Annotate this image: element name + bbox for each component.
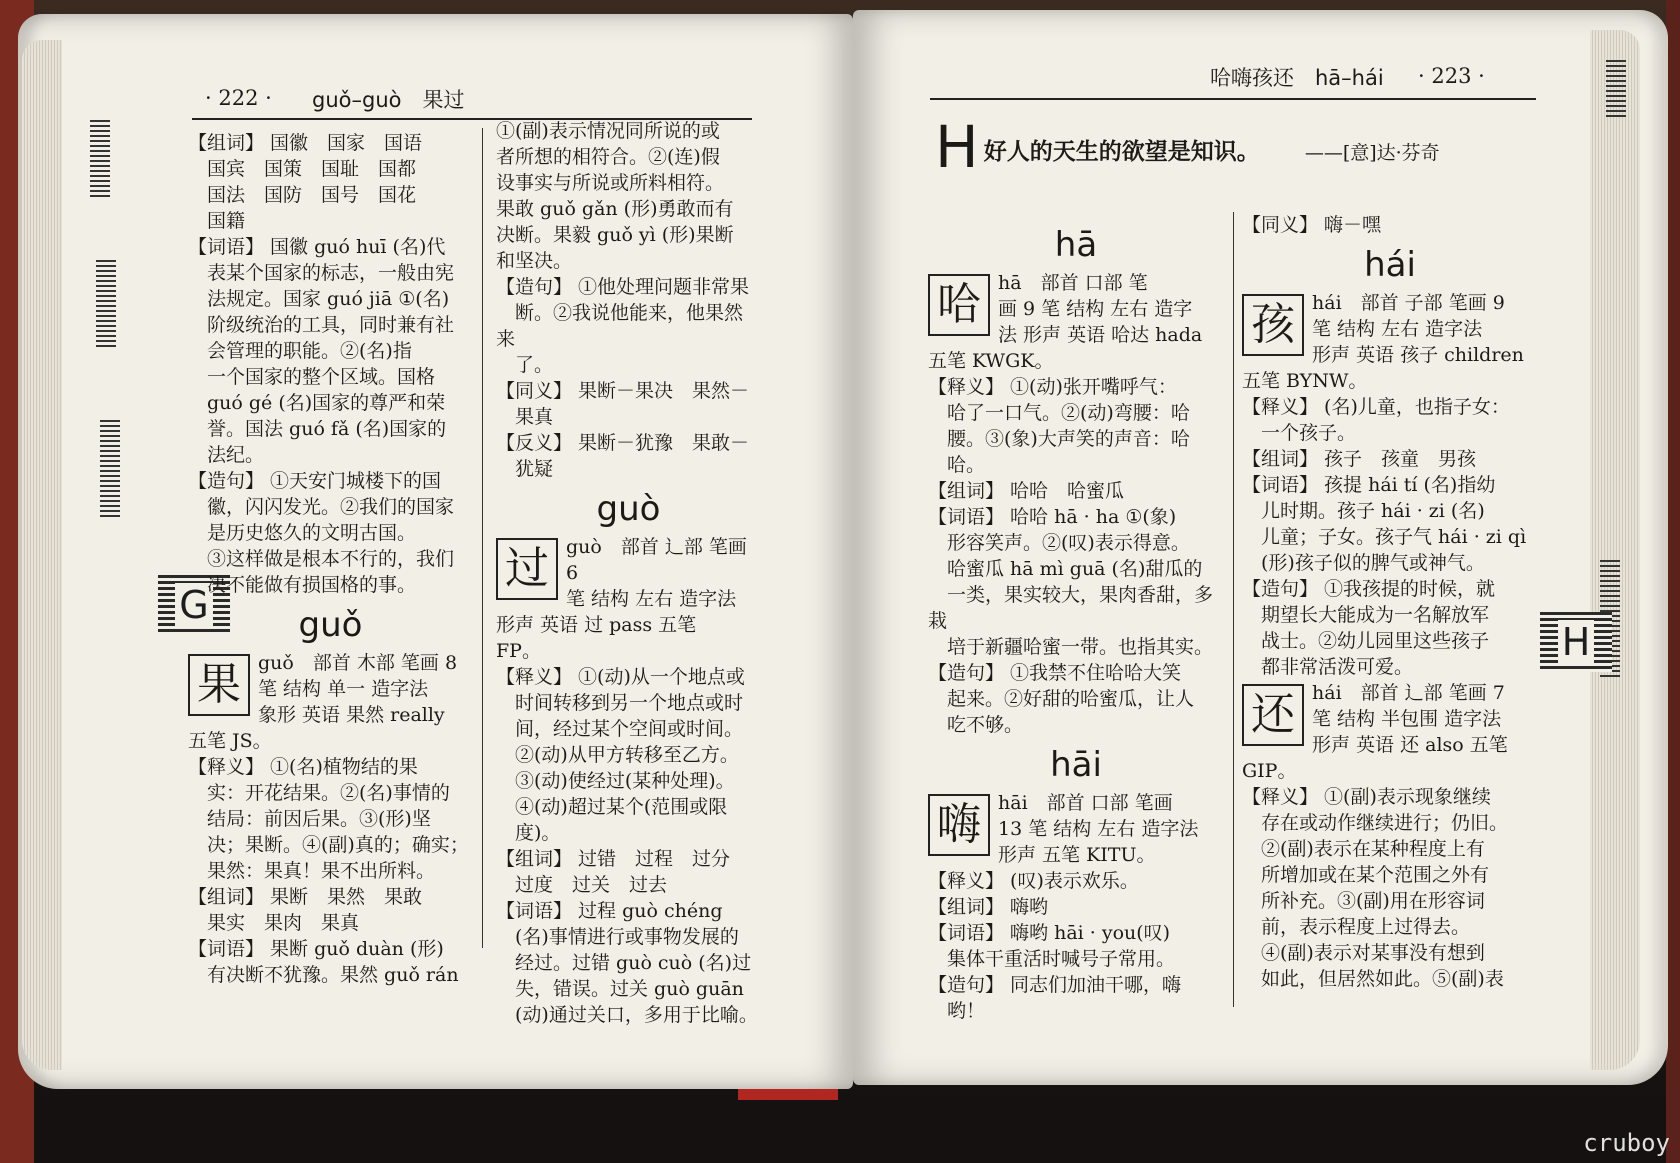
- text-line: 哈蜜瓜 hā mì guā (名)甜瓜的: [928, 558, 1203, 580]
- text-line: 【释义】 (叹)表示欢乐。: [928, 870, 1139, 892]
- entry-info-line: hái 部首 辶部 笔画 7: [1312, 682, 1505, 704]
- text-line: 儿时期。孩子 hái · zi (名): [1242, 500, 1485, 522]
- text-line: 国籍: [188, 210, 246, 232]
- text-line: 形容笑声。②(叹)表示得意。: [928, 532, 1190, 554]
- running-head-right: 哈嗨孩还 hā–hái: [1210, 66, 1384, 90]
- text-line: (名)事情进行或事物发展的: [496, 926, 739, 948]
- text-line: 是历史悠久的文明古国。: [188, 522, 417, 544]
- text-line: 阶级统治的工具，同时兼有社: [188, 314, 455, 336]
- text-line: 前，表示程度上过得去。: [1242, 916, 1471, 938]
- text-line: 起来。②好甜的哈蜜瓜，让人: [928, 688, 1195, 710]
- text-line: (形)孩子似的脾气或神气。: [1242, 552, 1485, 574]
- right-page-edges: [1590, 30, 1640, 1070]
- text-line: 【组词】 孩子 孩童 男孩: [1242, 448, 1477, 470]
- entry-info-line: 形声 五笔 KITU。: [998, 844, 1156, 866]
- text-line: 【释义】 ①(副)表示现象继续: [1242, 786, 1491, 808]
- text-line: 决；果断。④(副)真的；确实；: [188, 834, 469, 856]
- left-column-2: [496, 118, 761, 1028]
- text-line: 【词语】 嗨哟 hāi · you(叹): [928, 922, 1171, 944]
- text-line: 五笔 BYNW。: [1242, 370, 1368, 392]
- column-divider-left: [482, 128, 483, 948]
- text-line: 存在或动作继续进行；仍旧。: [1242, 812, 1509, 834]
- entry-info-line: 法 形声 英语 哈达 hada: [998, 324, 1203, 346]
- text-line: 五笔 KWGK。: [928, 350, 1054, 372]
- text-line: 者所想的相符合。②(连)假: [496, 146, 720, 168]
- text-line: 儿童；子女。孩子气 hái · zi qì: [1242, 526, 1527, 548]
- text-line: 【释义】 ①(动)张开嘴呼气：: [928, 376, 1177, 398]
- entry-info-line: 画 9 笔 结构 左右 造字: [998, 298, 1193, 320]
- edge-index-mark: [96, 260, 116, 350]
- text-line: 犹疑: [496, 458, 554, 480]
- text-line: 一类，果实较大，果肉香甜，多栽: [928, 584, 1214, 632]
- entry-info-line: hā 部首 口部 笔: [998, 272, 1148, 294]
- entry-info-line: guǒ 部首 木部 笔画 8: [258, 652, 458, 674]
- text-line: 果实 果肉 果真: [188, 912, 360, 934]
- boxed-character: 哈: [928, 274, 990, 336]
- text-line: 哈了一口气。②(动)弯腰：哈: [928, 402, 1190, 424]
- boxed-character: 孩: [1242, 294, 1304, 356]
- text-line: ①(副)表示情况同所说的或: [496, 120, 720, 142]
- text-line: 哈。: [928, 454, 986, 476]
- text-line: 有决断不犹豫。果然 guǒ rán: [188, 964, 459, 986]
- entry-info-line: 形声 英语 过 pass 五笔: [496, 614, 697, 636]
- text-line: 法规定。国家 guó jiā ①(名): [188, 288, 450, 310]
- text-line: 【释义】 (名)儿童，也指子女：: [1242, 396, 1510, 418]
- text-line: 【词语】 过程 guò chéng: [496, 900, 723, 922]
- text-line: 了。: [496, 354, 554, 376]
- entry-info-line: 笔 结构 左右 造字法: [566, 588, 737, 610]
- running-head-left: guǒ–guò 果过: [312, 88, 465, 112]
- quote-line: [935, 113, 1535, 181]
- text-line: 决不能做有损国格的事。: [188, 574, 417, 596]
- entry-info-line: 象形 英语 果然 really: [258, 704, 445, 726]
- text-line: 【反义】 果断－犹豫 果敢－: [496, 432, 750, 454]
- text-line: 战士。②幼儿园里这些孩子: [1242, 630, 1490, 652]
- text-line: 【造句】 ①他处理问题非常果: [496, 276, 750, 298]
- text-line: 一个孩子。: [1242, 422, 1357, 444]
- text-line: (动)通过关口，多用于比喻。: [496, 1004, 758, 1026]
- text-line: 【词语】 孩提 hái tí (名)指幼: [1242, 474, 1496, 496]
- text-line: 果真: [496, 406, 554, 428]
- thumb-index-g[interactable]: G: [158, 575, 230, 635]
- text-line: 【同义】 嗨－嘿: [1242, 214, 1382, 236]
- text-line: 所增加或在某个范围之外有: [1242, 864, 1490, 886]
- book-cover-right: [1666, 0, 1680, 1163]
- text-line: ④(动)超过某个(范围或限: [496, 796, 728, 818]
- pinyin-heading: hāi: [1050, 745, 1102, 785]
- text-line: 结局：前因后果。③(形)坚: [188, 808, 431, 830]
- right-column-1: [928, 218, 1224, 1024]
- header-rule-right: [930, 98, 1536, 100]
- entry-header: [1242, 290, 1538, 368]
- text-line: 【词语】 国徽 guó huī (名)代: [188, 236, 446, 258]
- entry-info-line: hāi 部首 口部 笔画: [998, 792, 1173, 814]
- page-number-right: · 223 ·: [1418, 64, 1485, 88]
- pinyin-heading: hā: [1054, 225, 1098, 265]
- text-line: 时间转移到另一个地点或时: [496, 692, 744, 714]
- text-line: 国宾 国策 国耻 国都: [188, 158, 417, 180]
- text-line: 【造句】 ①我禁不住哈哈大笑: [928, 662, 1182, 684]
- text-line: 度)。: [496, 822, 561, 844]
- boxed-character: 还: [1242, 684, 1304, 746]
- text-line: 【造句】 ①天安门城楼下的国: [188, 470, 442, 492]
- text-line: 【组词】 哈哈 哈蜜瓜: [928, 480, 1125, 502]
- boxed-character: 果: [188, 654, 250, 716]
- text-line: 法纪。: [188, 444, 265, 466]
- text-line: 表某个国家的标志，一般由宪: [188, 262, 455, 284]
- entry-info-line: 笔 结构 左右 造字法: [1312, 318, 1483, 340]
- edge-index-mark: [1606, 60, 1626, 120]
- text-line: ③这样做是根本不行的，我们: [188, 548, 455, 570]
- text-line: 会管理的职能。②(名)指: [188, 340, 412, 362]
- text-line: 如此，但居然如此。⑤(副)表: [1242, 968, 1504, 990]
- edge-index-mark: [90, 120, 110, 200]
- text-line: 【同义】 果断－果决 果然－: [496, 380, 750, 402]
- text-line: 誉。国法 guó fǎ (名)国家的: [188, 418, 447, 440]
- text-line: guó gé (名)国家的尊严和荣: [188, 392, 446, 414]
- entry-info-line: 13 笔 结构 左右 造字法: [998, 818, 1199, 840]
- text-line: 果敢 guǒ gǎn (形)勇敢而有: [496, 198, 734, 220]
- text-line: FP。: [496, 640, 541, 662]
- entry-header: [928, 790, 1224, 868]
- text-line: 所补充。③(副)用在形容词: [1242, 890, 1485, 912]
- text-line: 经过。过错 guò cuò (名)过: [496, 952, 752, 974]
- text-line: 哟！: [928, 1000, 986, 1022]
- text-line: 失，错误。过关 guò guān: [496, 978, 744, 1000]
- text-line: 【组词】 国徽 国家 国语: [188, 132, 423, 154]
- text-line: 【释义】 ①(名)植物结的果: [188, 756, 418, 778]
- boxed-character: 过: [496, 538, 558, 600]
- text-line: 【造句】 同志们加油干哪，嗨: [928, 974, 1182, 996]
- quote-text: 好人的天生的欲望是知识。: [983, 138, 1260, 165]
- pinyin-heading: guò: [596, 489, 661, 529]
- entry-info-line: hái 部首 子部 笔画 9: [1312, 292, 1505, 314]
- entry-info-line: 形声 英语 还 also 五笔: [1312, 734, 1508, 756]
- watermark: cruboy: [1583, 1129, 1670, 1157]
- text-line: 【释义】 ①(动)从一个地点或: [496, 666, 745, 688]
- pinyin-heading: guǒ: [298, 605, 363, 645]
- text-line: GIP。: [1242, 760, 1297, 782]
- edge-index-mark: [100, 420, 120, 520]
- text-line: ②(动)从甲方转移至乙方。: [496, 744, 739, 766]
- entry-header: [928, 270, 1224, 348]
- entry-info-line: guò 部首 辶部 笔画 6: [566, 536, 747, 584]
- column-divider-right: [1233, 212, 1234, 1007]
- text-line: 【组词】 果断 果然 果敢: [188, 886, 423, 908]
- entry-info-line: 笔 结构 单一 造字法: [258, 678, 429, 700]
- text-line: 国法 国防 国号 国花: [188, 184, 417, 206]
- text-line: 一个国家的整个区域。国格: [188, 366, 436, 388]
- text-line: 【词语】 果断 guǒ duàn (形): [188, 938, 444, 960]
- text-line: 都非常活泼可爱。: [1242, 656, 1414, 678]
- entry-header: [188, 650, 473, 728]
- text-line: 【造句】 ①我孩提的时候，就: [1242, 578, 1496, 600]
- text-line: 【组词】 嗨哟: [928, 896, 1049, 918]
- text-line: 和坚决。: [496, 250, 573, 272]
- pinyin-heading: hái: [1364, 245, 1416, 285]
- text-line: 决断。果毅 guǒ yì (形)果断: [496, 224, 734, 246]
- quote-initial: H: [935, 113, 979, 181]
- text-line: ②(副)表示在某种程度上有: [1242, 838, 1485, 860]
- text-line: 吃不够。: [928, 714, 1024, 736]
- thumb-index-h[interactable]: H: [1540, 612, 1612, 672]
- text-line: 【词语】 哈哈 hā · ha ①(象): [928, 506, 1177, 528]
- text-line: 徽，闪闪发光。②我们的国家: [188, 496, 455, 518]
- text-line: 过度 过关 过去: [496, 874, 668, 896]
- entry-header: [496, 534, 761, 638]
- left-page-edges: [22, 40, 62, 1070]
- text-line: 实：开花结果。②(名)事情的: [188, 782, 450, 804]
- entry-info-line: 形声 英语 孩子 children: [1312, 344, 1524, 366]
- text-line: 【组词】 过错 过程 过分: [496, 848, 731, 870]
- text-line: ④(副)表示对某事没有想到: [1242, 942, 1485, 964]
- text-line: 集体干重活时喊号子常用。: [928, 948, 1176, 970]
- text-line: 期望长大能成为一名解放军: [1242, 604, 1490, 626]
- entry-header: [1242, 680, 1538, 758]
- right-column-2: [1242, 212, 1538, 992]
- boxed-character: 嗨: [928, 794, 990, 856]
- text-line: 五笔 JS。: [188, 730, 272, 752]
- left-column-1: [188, 130, 473, 988]
- text-line: 间，经过某个空间或时间。: [496, 718, 744, 740]
- entry-info-line: 笔 结构 半包围 造字法: [1312, 708, 1502, 730]
- quote-author: ——[意]达·芬奇: [1304, 142, 1440, 164]
- text-line: 果然：果真！果不出所料。: [188, 860, 436, 882]
- page-number-left: · 222 ·: [205, 86, 272, 110]
- text-line: 培于新疆哈蜜一带。也指其实。: [928, 636, 1214, 658]
- text-line: ③(动)使经过(某种处理)。: [496, 770, 735, 792]
- text-line: 断。②我说他能来，他果然来: [496, 302, 744, 350]
- text-line: 设事实与所说或所料相符。: [496, 172, 725, 194]
- text-line: 腰。③(象)大声笑的声音：哈: [928, 428, 1190, 450]
